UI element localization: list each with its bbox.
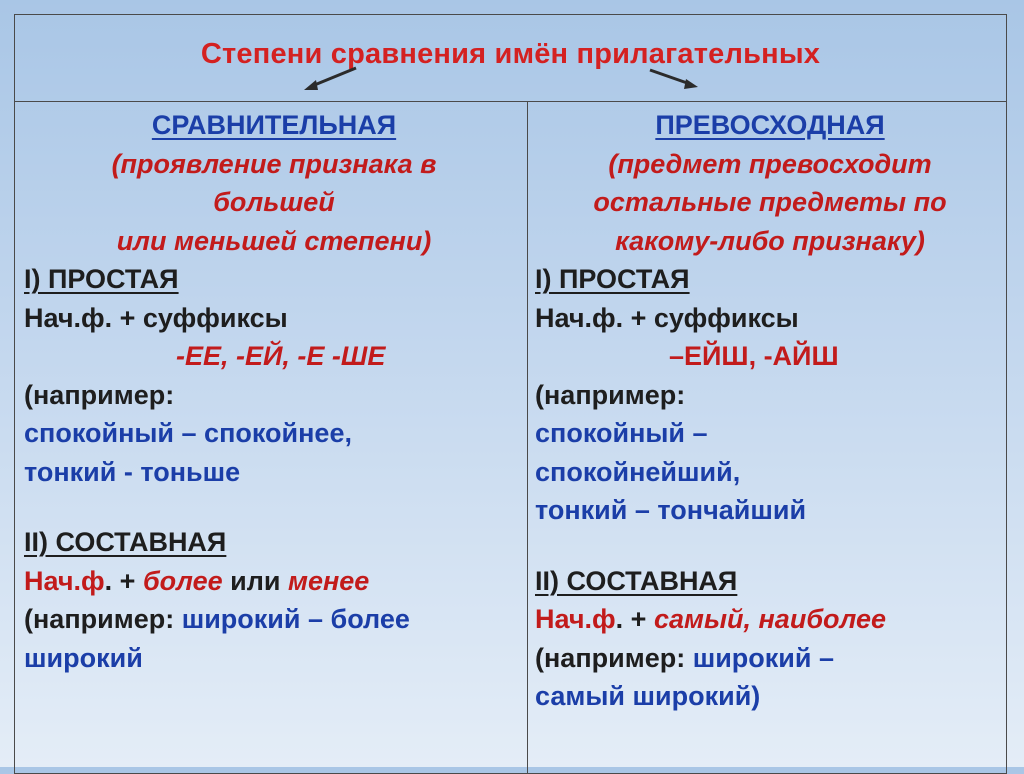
compound-rule-or: или <box>222 565 288 596</box>
comparative-compound-example-1 <box>24 600 524 639</box>
superlative-example-1: спокойный – <box>535 418 708 448</box>
compound-rule-start: Нач.ф <box>24 565 105 596</box>
superlative-compound-example-1 <box>535 639 1005 678</box>
column-divider <box>527 102 528 774</box>
superlative-desc-3: какому-либо признаку) <box>615 225 925 256</box>
superlative-desc-1: (предмет превосходит <box>608 148 932 179</box>
arrow-left-icon <box>304 68 356 90</box>
arrow-right-icon <box>650 70 698 89</box>
comparative-example-1: спокойный – спокойнее, <box>24 418 352 448</box>
compound-word-menee: менее <box>287 565 370 596</box>
superlative-compound-heading: II) СОСТАВНАЯ <box>535 565 738 596</box>
compound-words: самый, наиболее <box>653 604 886 634</box>
arrows <box>0 0 1024 120</box>
superlative-desc-2: остальные предметы по <box>593 187 947 217</box>
compound-example-label: (например: <box>24 604 182 634</box>
superlative-simple-rule: Нач.ф. + суффиксы <box>535 302 799 333</box>
superlative-example-3: тонкий – тончайший <box>535 495 807 525</box>
comparative-compound-heading: II) СОСТАВНАЯ <box>24 527 227 557</box>
superlative-compound-rule <box>535 600 1005 639</box>
comparative-desc-1: (проявление признака в <box>111 148 437 179</box>
comparative-compound-example-2: широкий <box>24 642 143 673</box>
compound-example-label: (например: <box>535 642 693 673</box>
compound-rule-start: Нач.ф <box>535 604 616 634</box>
comparative-desc-2: большей <box>213 187 335 217</box>
superlative-column <box>535 106 1005 716</box>
compound-rule-plus: . + <box>615 604 654 634</box>
comparative-column <box>24 106 524 677</box>
comparative-simple-rule: Нач.ф. + суффиксы <box>24 302 288 333</box>
compound-example-text: широкий – более <box>181 604 410 634</box>
superlative-example-label: (например: <box>535 379 686 410</box>
comparative-compound-rule <box>24 562 524 601</box>
superlative-compound-example-2: самый широкий) <box>535 681 761 711</box>
comparative-simple-heading: I) ПРОСТАЯ <box>24 264 179 294</box>
comparative-example-label: (например: <box>24 379 175 410</box>
page-title: Степени сравнения имён прилагательных <box>200 38 821 70</box>
comparative-example-2: тонкий - тоньше <box>24 456 241 487</box>
comparative-suffixes: -ЕЕ, -ЕЙ, -Е -ШЕ <box>176 341 386 371</box>
superlative-heading: ПРЕВОСХОДНАЯ <box>655 110 885 140</box>
compound-word-bolee: более <box>142 565 223 596</box>
superlative-simple-heading: I) ПРОСТАЯ <box>535 264 690 294</box>
superlative-suffixes: –ЕЙШ, -АЙШ <box>669 341 839 371</box>
comparative-desc-3: или меньшей степени) <box>116 225 432 256</box>
compound-rule-plus: . + <box>104 565 143 596</box>
comparative-heading: СРАВНИТЕЛЬНАЯ <box>151 110 397 140</box>
superlative-example-2: спокойнейший, <box>535 456 741 487</box>
compound-example-text: широкий – <box>692 642 835 673</box>
